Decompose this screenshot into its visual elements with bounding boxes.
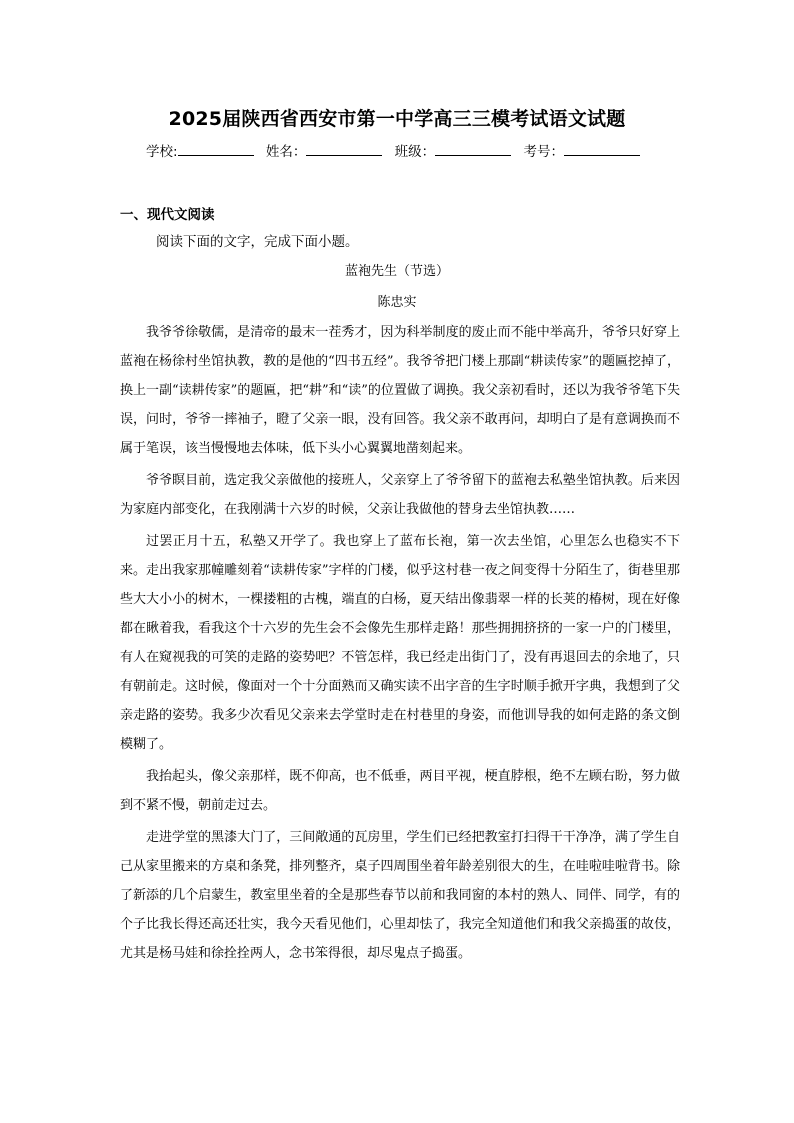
exam-number-blank[interactable] [564, 143, 640, 156]
name-label: 姓名： [265, 144, 307, 160]
school-blank[interactable] [178, 143, 254, 156]
exam-number-label: 考号： [523, 144, 564, 160]
passage-paragraph: 我抬起头，像父亲那样，既不仰高，也不低垂，两目平视，梗直脖根，绝不左顾右盼，努力做到不紧不慢，朝前走过去。 [120, 769, 680, 813]
passage-paragraph: 爷爷瞑目前，选定我父亲做他的接班人，父亲穿上了爷爷留下的蓝袍去私塾坐馆执教。后来因为家庭内部变化，在我刚满十六岁的时候，父亲让我做他的替身去坐馆执教…… [120, 473, 680, 517]
student-info-line [0, 140, 794, 160]
passage-paragraph: 走进学堂的黑漆大门了，三间敞通的瓦房里，学生们已经把教室打扫得干干净净，满了学生自己从家里搬来的方桌和条凳，排列整齐，桌子四周围坐着年龄差别很大的生，在哇啦哇啦背书。除了新添的几个启蒙生，教室里坐着的全是那些春节以前和我同窗的本村的熟人、同伴、同学，有的个子比我长得还高还壮实，我今天看见他们，心里却怯了，我完全知道他们和我父亲捣蛋的故伎，尤其是杨马娃和徐拴拴两人，念书笨得很，却尽鬼点子捣蛋。 [120, 830, 680, 961]
passage-title: 蓝袍先生（节选） [344, 264, 449, 279]
passage-body [120, 318, 680, 971]
passage-paragraph: 过罢正月十五，私塾又开学了。我也穿上了蓝布长袍，第一次去坐馆，心里怎么也稳实不下来。走出我家那幢雕刻着“读耕传家”字样的门楼，似乎这村巷一夜之间变得十分陌生了，街巷里那些大大小小的树木，一棵搂粗的古槐，端直的白杨，夏天结出像翡翠一样的长荚的椿树，现在好像都在瞅着我，看我这个十六岁的先生会不会像先生那样走路！那些拥拥挤挤的一家一户的门楼里，有人在窥视我的可笑的走路的姿势吧？不管怎样，我已经走出街门了，没有再退回去的余地了，只有朝前走。这时候，像面对一个十分面熟而又确实读不出字音的生字时顺手掀开字典，我想到了父亲走路的姿势。我多少次看见父亲来去学堂时走在村巷里的身姿，而他训导我的如何走路的条文倒模糊了。 [120, 534, 680, 752]
passage-paragraph: 我爷爷徐敬儒，是清帝的最末一茬秀才，因为科举制度的废止而不能中举高升，爷爷只好穿上蓝袍在杨徐村坐馆执教，教的是他的“四书五经”。我爷爷把门楼上那副“耕读传家”的题匾挖掉了，换上一副“读耕传家”的题匾，把“耕”和“读”的位置做了调换。我父亲初看时，还以为我爷爷笔下失误，问时，爷爷一摔袖子，瞪了父亲一眼，没有回答。我父亲不敢再问，却明白了是有意调换而不属于笔误，该当慢慢地去体味，低下头小心翼翼地凿刻起来。 [120, 325, 680, 456]
section-heading: 一、现代文阅读 [120, 207, 215, 223]
exam-title: 2025届陕西省西安市第一中学高三三模考试语文试题 [168, 108, 626, 130]
passage-author: 陈忠实 [377, 295, 417, 310]
name-blank[interactable] [306, 143, 382, 156]
class-blank[interactable] [435, 143, 511, 156]
class-label: 班级： [394, 144, 436, 160]
section-instruction: 阅读下面的文字，完成下面小题。 [156, 234, 359, 250]
school-label: 学校: [146, 144, 178, 160]
